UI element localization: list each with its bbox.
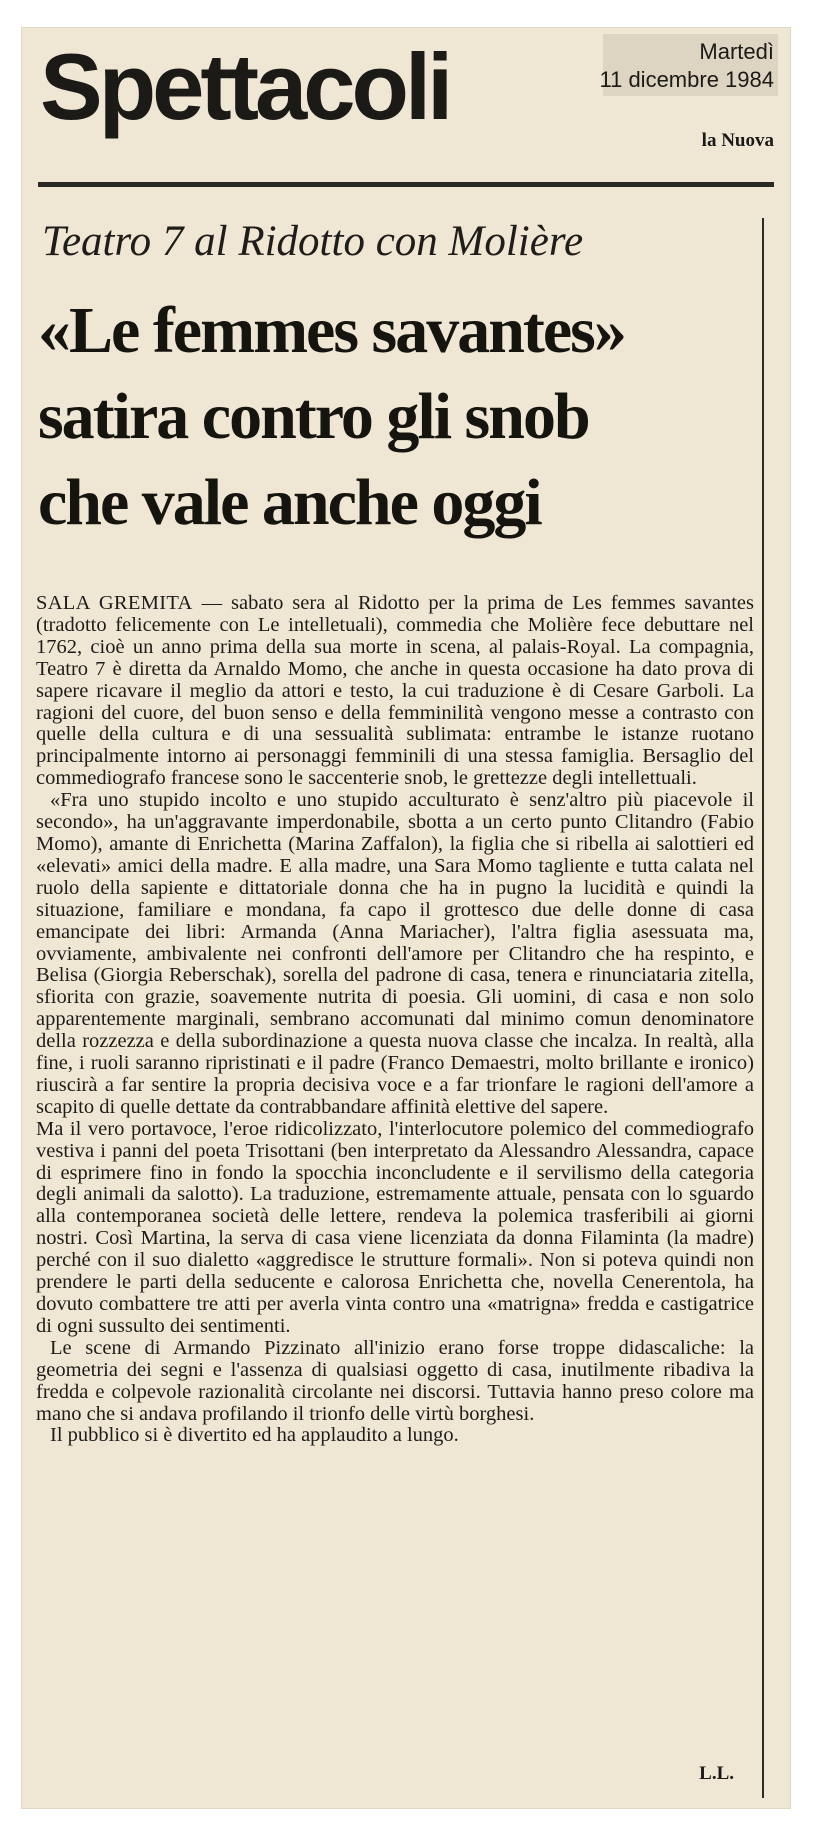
headline-line-1: «Le femmes savantes» (38, 294, 625, 367)
column-rule (762, 218, 764, 1798)
date: 11 dicembre 1984 (599, 67, 774, 92)
paragraph-3: Ma il vero portavoce, l'eroe ridicolizzato, l'interlocutore polemico del commediografo vestiva i panni del poeta Trisottani (ben interpretato da Alessandro Alessandra, capace di esprimere fino in fondo la spocchia inconcludente e il servilismo della categoria degli animali da salotto). La traduzione, estremamente attuale, pensata con lo sguardo alla contemporanea società delle lettere, rendeva la polemica trasferibili ai giorni nostri. Così Martina, la serva di casa viene licenziata da donna Filaminta (la madre) perché con il suo dialetto «aggredisce le strutture formali». Non si poteva quindi non prendere le parti della seducente e calorosa Enrichetta che, novella Cenerentola, ha dovuto combattere tre atti per averla vinta contro una «matrigna» fredda e castigatrice di ogni sussulto dei sentimenti. (36, 1117, 754, 1337)
masthead-rule (38, 182, 774, 187)
paragraph-5: Il pubblico si è divertito ed ha applaudito a lungo. (50, 1424, 459, 1447)
paragraph-1-text: — sabato sera al Ridotto per la prima de Les femmes savantes (tradotto felicemente con Le intelletuali), commedia che Molière fece debuttare nel 1762, cioè un anno prima della sua morte in scena, al palais-Royal. La compagnia, Teatro 7 è diretta da Arnaldo Momo, che anche in questa occasione ha dato prova di sapere ricavare il meglio da attori e testo, la cui traduzione è di Cesare Garboli. La ragioni del cuore, del buon senso e della femminilità vengono messe a contrasto con quelle della cultura e di una sessualità sublimata: entrambe le istanze ruotano principalmente intorno ai personaggi femminili di una stessa famiglia. Bersaglio del commediografo francese sono le saccenterie snob, le grettezze degli intellettuali. (36, 592, 754, 790)
paragraph-1 (36, 593, 754, 790)
article-body (36, 593, 754, 1447)
weekday: Martedì (699, 39, 774, 64)
paragraph-4: Le scene di Armando Pizzinato all'inizio erano forse troppe didascaliche: la geometria dei segni e l'assenza di qualsiasi oggetto di casa, inutilmente ribadiva la fredda e colpevole razionalità circolante nei discorsi. Tuttavia hanno preso colore ma mano che si andava profilando il trionfo delle virtù borghesi. (36, 1336, 754, 1425)
headline-line-3: che vale anche oggi (38, 466, 541, 539)
paragraph-2: «Fra uno stupido incolto e uno stupido acculturato è senz'altro più piacevole il secondo», ha un'aggravante imperdonabile, sbotta a un certo punto Clitandro (Fabio Momo), amante di Enrichetta (Marina Zaffalon), la figlia che si ribella ai salottieri ed «elevati» amici della madre. E alla madre, una Sara Momo tagliente e tutta calata nel ruolo della sapiente e dittatoriale donna che ha in pugno la lucidità e quindi la situazione, familiare e mondana, fa capo il grottesco due delle donne di casa emancipate dei libri: Armanda (Anna Mariacher), l'altra figlia asessuata ma, ovviamente, ambivalente nei confronti dell'amore per Clitandro che ha respinto, e Belisa (Giorgia Reberschak), sorella del padrone di casa, tenera e rinunciataria zitella, sfiorita con grazie, soavemente nutrita di poesia. Gli uomini, di casa e non solo apparentemente marginali, sembrano accomunati dal minimo comun denominatore della rozzezza e della subordinazione a questa nuova classe che incalza. In realtà, alla fine, i ruoli saranno ripristinati e il padre (Franco Demaestri, molto brillante e ironico) riuscirà a far sentire la propria decisiva voce e a far trionfare le ragioni dell'amore a scapito di quelle dettate da contrabbandare affinità elettive del sapere. (36, 789, 754, 1118)
dateline (600, 38, 775, 94)
author-signature: L.L. (699, 1763, 734, 1784)
newspaper-clipping (22, 28, 790, 1808)
headline-line-2: satira contro gli snob (38, 380, 589, 453)
lead-in: SALA GREMITA (36, 592, 193, 614)
article-headline (38, 288, 753, 546)
section-masthead: Spettacoli (40, 34, 450, 139)
newspaper-name: la Nuova (701, 130, 774, 151)
article-kicker: Teatro 7 al Ridotto con Molière (42, 218, 584, 265)
